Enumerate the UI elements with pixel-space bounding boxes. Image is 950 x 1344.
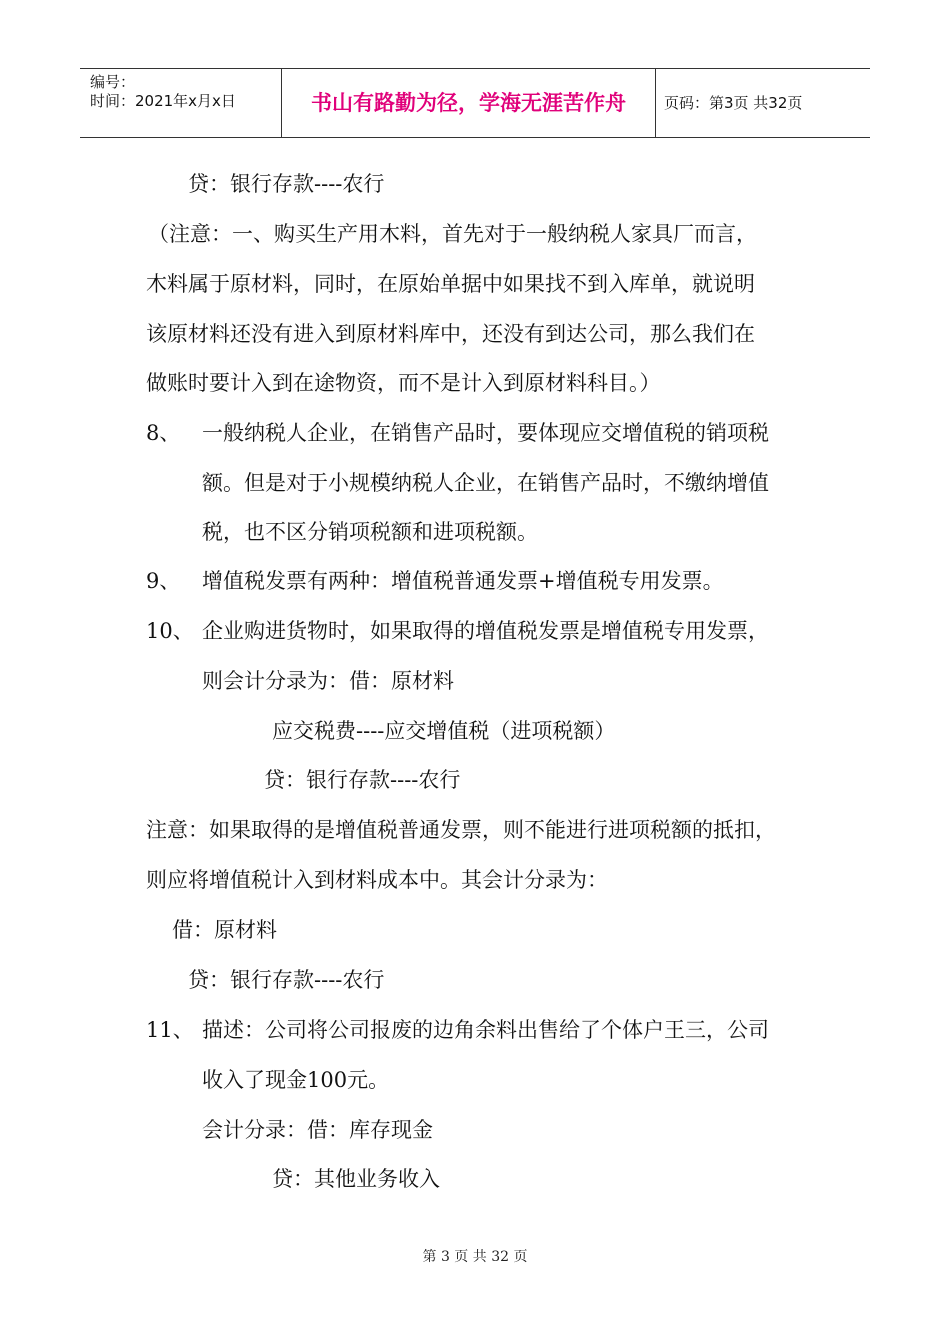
text-line: 应交税费----应交增值税（进项税额） (272, 719, 616, 743)
text-line: 借：原材料 (172, 918, 277, 942)
page-footer: 第 3 页 共 32 页 (422, 1249, 528, 1265)
list-number: 11、 (146, 1018, 194, 1042)
list-number: 10、 (146, 619, 194, 643)
text-line: 该原材料还没有进入到原材料库中，还没有到达公司，那么我们在 (146, 322, 755, 346)
text-line: 企业购进货物时，如果取得的增值税发票是增值税专用发票， (202, 619, 769, 643)
text-line: 一般纳税人企业，在销售产品时，要体现应交增值税的销项税 (202, 421, 769, 445)
text-line: 额。但是对于小规模纳税人企业，在销售产品时，不缴纳增值 (202, 471, 769, 495)
page-header (80, 68, 870, 138)
date-label: 时间：2021年x月x日 (90, 92, 236, 110)
header-left-cell (80, 69, 282, 137)
text-line: 贷：其他业务收入 (272, 1167, 440, 1191)
header-motto: 书山有路勤为径，学海无涯苦作舟 (282, 69, 656, 137)
text-line: 会计分录：借：库存现金 (202, 1118, 433, 1142)
text-line: 贷：银行存款----农行 (188, 172, 385, 196)
header-page-info: 页码：第3页 共32页 (664, 94, 803, 112)
text-line: 贷：银行存款----农行 (188, 968, 385, 992)
text-line: 注意：如果取得的是增值税普通发票，则不能进行进项税额的抵扣， (146, 818, 776, 842)
serial-label: 编号： (90, 73, 136, 91)
list-number: 9、 (146, 569, 181, 593)
text-line: 做账时要计入到在途物资，而不是计入到原材料科目。） (146, 371, 661, 395)
text-line: 描述：公司将公司报废的边角余料出售给了个体户王三，公司 (202, 1018, 769, 1042)
text-line: 木料属于原材料，同时，在原始单据中如果找不到入库单，就说明 (146, 272, 755, 296)
list-number: 8、 (146, 421, 181, 445)
text-line: 增值税发票有两种：增值税普通发票+增值税专用发票。 (202, 569, 724, 593)
text-line: 则应将增值税计入到材料成本中。其会计分录为： (146, 868, 608, 892)
text-line: 贷：银行存款----农行 (264, 768, 461, 792)
text-line: 收入了现金100元。 (202, 1068, 390, 1092)
text-line: 则会计分录为：借：原材料 (202, 669, 454, 693)
text-line: （注意：一、购买生产用木料，首先对于一般纳税人家具厂而言， (148, 222, 757, 246)
text-line: 税，也不区分销项税额和进项税额。 (202, 520, 538, 544)
